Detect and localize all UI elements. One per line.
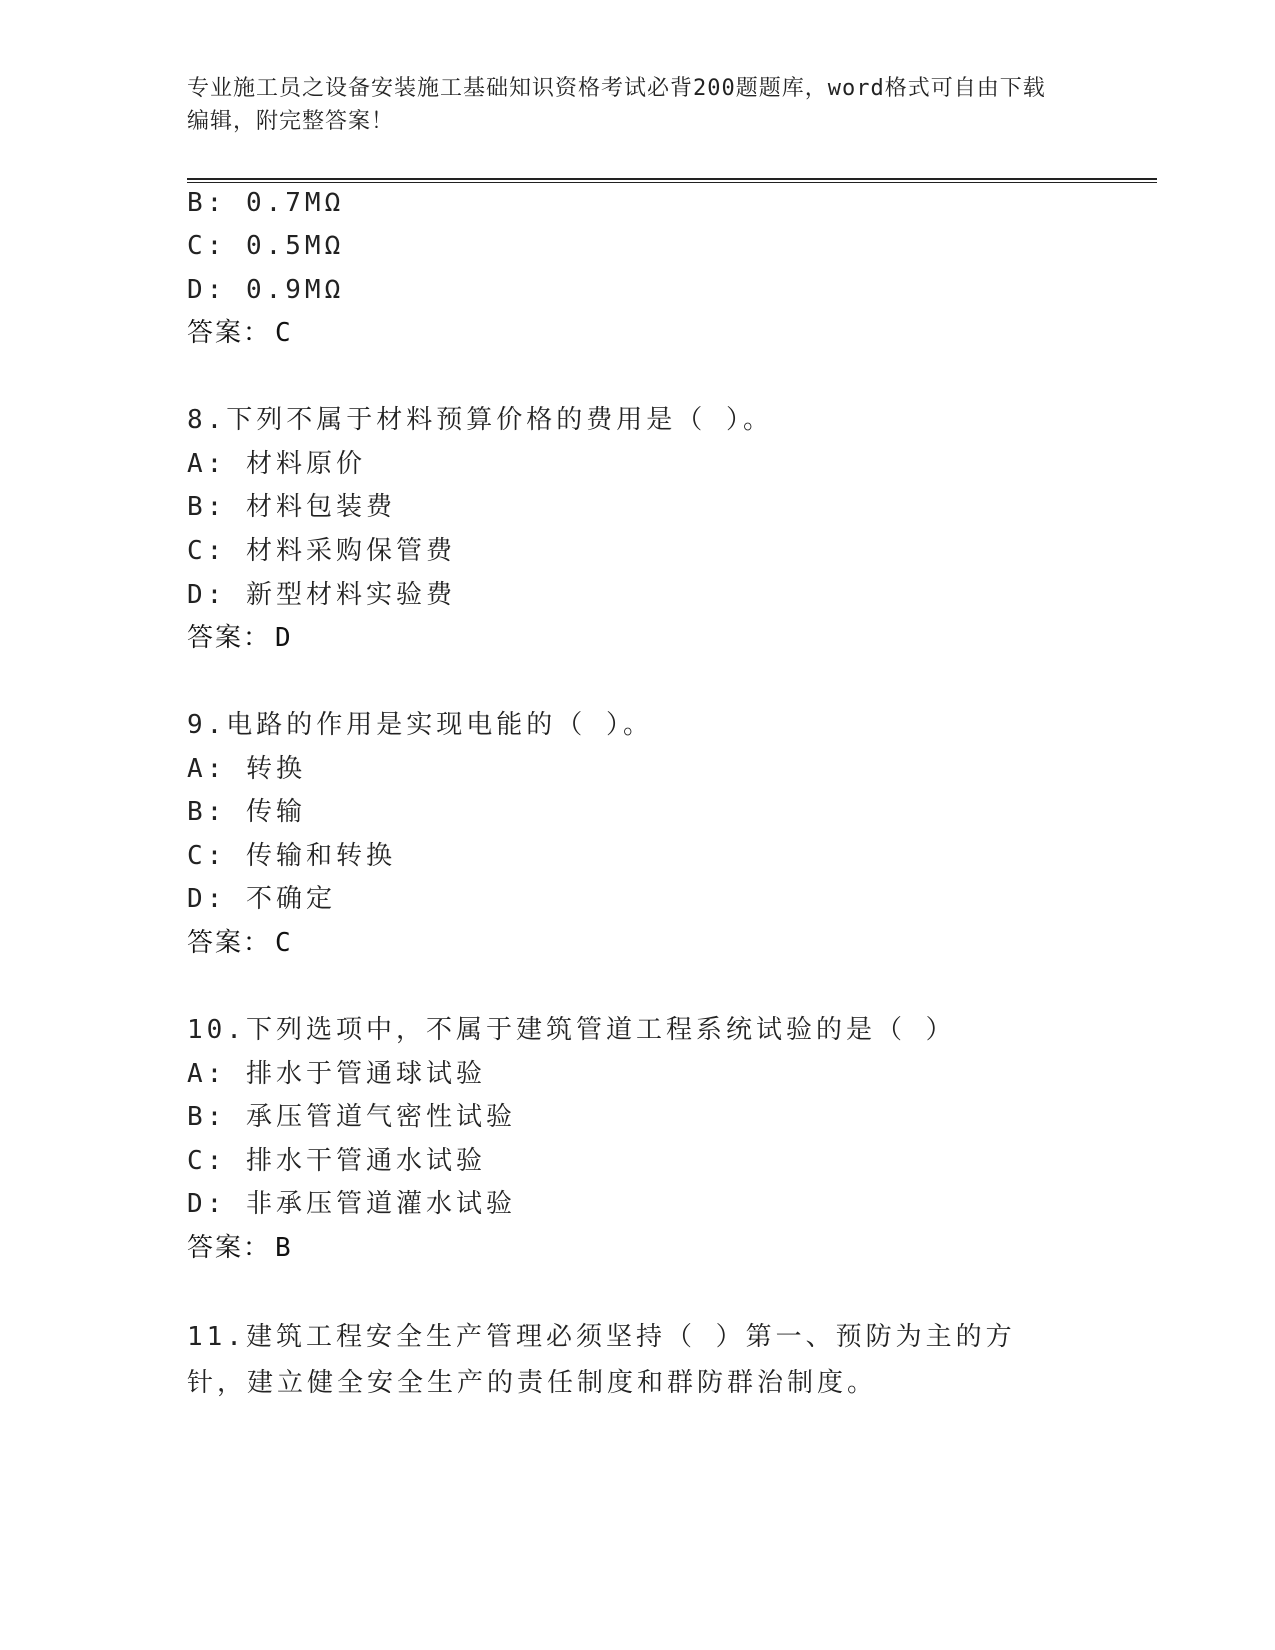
option-text: 0.5MΩ — [245, 231, 345, 261]
option-text: 排水干管通水试验 — [245, 1146, 486, 1176]
option-separator: : — [206, 1102, 246, 1132]
option-separator: : — [206, 231, 246, 261]
answer-value: B — [275, 1233, 291, 1263]
option-a — [187, 1057, 486, 1091]
header-divider — [187, 178, 1157, 183]
option-text: 材料原价 — [245, 449, 366, 479]
option-text: 排水于管通球试验 — [245, 1059, 486, 1089]
option-separator: : — [206, 275, 246, 305]
answer-label: 答案： — [187, 318, 272, 348]
option-label: D — [187, 580, 207, 610]
option-a — [187, 447, 366, 481]
answer-label: 答案： — [187, 928, 272, 958]
answer-label: 答案： — [187, 1233, 272, 1263]
answer-value: D — [275, 623, 291, 653]
answer-value: C — [275, 928, 291, 958]
option-separator: : — [206, 449, 246, 479]
option-separator: : — [206, 884, 246, 914]
option-label: B — [187, 1102, 207, 1132]
document-page — [187, 0, 1157, 1650]
option-b — [187, 795, 306, 829]
option-label: C — [187, 231, 207, 261]
option-label: D — [187, 1189, 207, 1219]
option-separator: : — [206, 188, 246, 218]
option-text: 材料包装费 — [245, 492, 396, 522]
option-b — [187, 490, 396, 524]
option-text: 0.9MΩ — [245, 275, 345, 305]
option-separator: : — [206, 754, 246, 784]
option-text: 材料采购保管费 — [245, 536, 456, 566]
option-text: 新型材料实验费 — [245, 580, 456, 610]
option-d — [187, 882, 336, 916]
option-a — [187, 752, 306, 786]
option-separator: : — [206, 580, 246, 610]
option-text: 不确定 — [245, 884, 336, 914]
option-label: D — [187, 884, 207, 914]
question-stem: 11.建筑工程安全生产管理必须坚持（ ）第一、预防为主的方针，建立健全安全生产的责任制度和群防群治制度。 — [187, 1322, 1016, 1398]
answer-line — [187, 926, 291, 960]
option-text: 转换 — [245, 754, 306, 784]
option-separator: : — [206, 841, 246, 871]
answer-line — [187, 316, 291, 350]
option-separator: : — [206, 536, 246, 566]
option-label: C — [187, 536, 207, 566]
option-label: B — [187, 797, 207, 827]
option-separator: : — [206, 1059, 246, 1089]
option-label: B — [187, 492, 207, 522]
option-d — [187, 1187, 516, 1221]
answer-label: 答案： — [187, 623, 272, 653]
option-b — [187, 186, 344, 220]
option-label: D — [187, 275, 207, 305]
option-separator: : — [206, 1146, 246, 1176]
option-label: A — [187, 1059, 207, 1089]
answer-value: C — [275, 318, 291, 348]
option-text: 传输和转换 — [245, 841, 396, 871]
question-stem: 9.电路的作用是实现电能的（ ）。 — [187, 710, 653, 740]
option-c — [187, 534, 456, 568]
answer-line — [187, 1231, 291, 1265]
option-text: 非承压管道灌水试验 — [245, 1189, 516, 1219]
option-separator: : — [206, 797, 246, 827]
answer-line — [187, 621, 291, 655]
option-separator: : — [206, 492, 246, 522]
option-d — [187, 273, 344, 307]
option-c — [187, 839, 396, 873]
option-text: 0.7MΩ — [245, 188, 345, 218]
option-label: A — [187, 754, 207, 784]
option-label: C — [187, 841, 207, 871]
option-text: 传输 — [245, 797, 306, 827]
option-c — [187, 1144, 486, 1178]
question-stem: 10.下列选项中，不属于建筑管道工程系统试验的是（ ） — [187, 1015, 956, 1045]
option-separator: : — [206, 1189, 246, 1219]
question-stem: 8.下列不属于材料预算价格的费用是（ ）。 — [187, 405, 773, 435]
option-d — [187, 578, 456, 612]
document-header: 专业施工员之设备安装施工基础知识资格考试必背200题题库，word格式可自由下载编辑，附完整答案！ — [187, 76, 1046, 134]
option-c — [187, 229, 344, 263]
option-text: 承压管道气密性试验 — [245, 1102, 516, 1132]
option-label: C — [187, 1146, 207, 1176]
option-label: B — [187, 188, 207, 218]
option-b — [187, 1100, 516, 1134]
option-label: A — [187, 449, 207, 479]
